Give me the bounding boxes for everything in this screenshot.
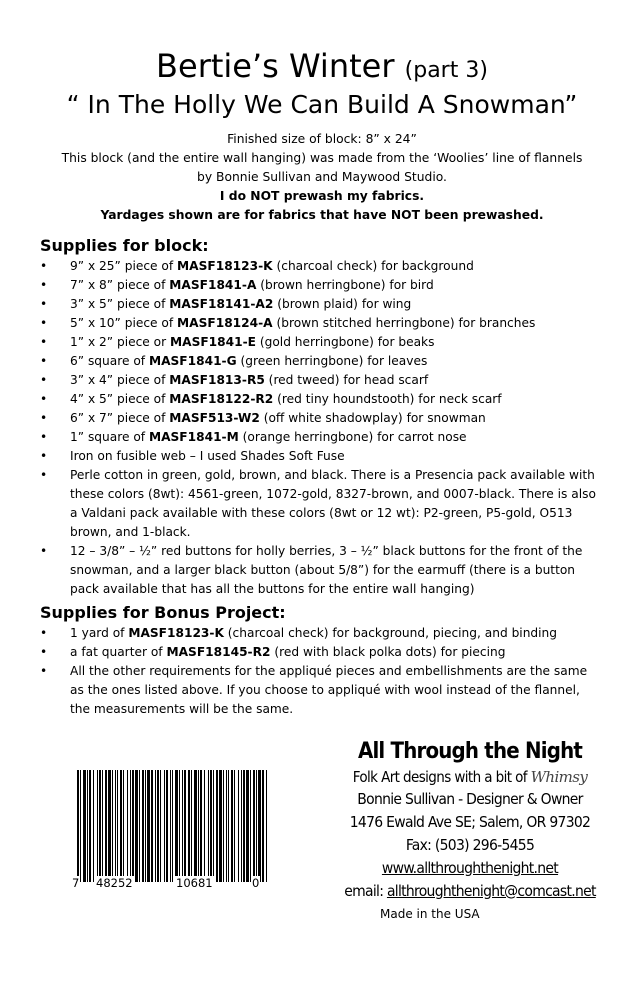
barcode-bar (157, 770, 159, 882)
barcode-bar (191, 770, 192, 882)
barcode-bar (127, 770, 128, 882)
barcode-bar (93, 770, 94, 882)
email-link[interactable]: allthroughthenight@comcast.net (386, 882, 596, 900)
barcode-digit-left: 7 (72, 876, 80, 890)
barcode-bar (117, 770, 118, 882)
list-item (40, 371, 600, 390)
list-item (40, 295, 600, 314)
barcode-bar (130, 770, 131, 882)
barcode-bar (228, 770, 229, 882)
website-link[interactable]: www.allthroughthenight.net (381, 859, 559, 877)
made-from-line-1: This block (and the entire wall hanging) was made from the ‘Woolies’ line of flannels (61, 151, 583, 165)
barcode-bar (238, 770, 239, 882)
bullet-icon: • (40, 278, 48, 292)
list-item (40, 447, 600, 466)
barcode-bar (200, 770, 202, 882)
barcode-bar (120, 770, 122, 882)
item-text: 12 – 3/8” – ½” red buttons for holly berries, 3 – ½” black buttons for the front of the snowman, and a larger black button (about 5/8”) for the earmuff (there is a button pack available that has all the buttons for the entire wall hanging) (70, 544, 583, 596)
barcode-bar (142, 770, 144, 882)
barcode-bar (226, 770, 227, 882)
item-description: (orange herringbone) for carrot nose (238, 430, 467, 444)
barcode-bar (213, 770, 214, 882)
item-text: All the other requirements for the appliqué pieces and embellishments are the same as the ones listed above. If you choose to appliqué with wool instead of the flannel, the measurements will be the same. (70, 664, 588, 716)
list-item (40, 409, 600, 428)
item-text: 4” x 5” piece of (70, 392, 170, 406)
barcode-bar (132, 770, 134, 882)
item-text: Iron on fusible web – I used Shades Soft Fuse (70, 449, 345, 463)
fabric-code: MASF18123-K (177, 259, 273, 273)
item-text: a fat quarter of (70, 645, 167, 659)
list-item (40, 428, 600, 447)
intro-block (20, 130, 624, 225)
fabric-code: MASF18123-K (128, 626, 224, 640)
barcode-bar (170, 770, 171, 882)
item-description: (red tiny houndstooth) for neck scarf (273, 392, 502, 406)
barcode-bar (160, 770, 161, 882)
barcode-bar (198, 770, 199, 882)
bullet-icon: • (40, 297, 48, 311)
company-name: All Through the Night (357, 739, 583, 764)
bullet-icon: • (40, 664, 48, 678)
barcode-bar (175, 770, 178, 882)
item-text: 3” x 4” piece of (70, 373, 170, 387)
barcode-bar (256, 770, 257, 882)
barcode-bar (179, 770, 180, 882)
barcode-bar (182, 770, 183, 882)
item-text: 1” x 2” piece or (70, 335, 171, 349)
barcode-digit-right: 0 (252, 876, 260, 890)
barcode-bars (77, 770, 267, 882)
barcode-bar (208, 770, 209, 882)
item-text: 3” x 5” piece of (70, 297, 170, 311)
barcode-bar (166, 770, 168, 882)
email-line (280, 880, 644, 903)
list-item (40, 276, 600, 295)
barcode-group-2: 10681 (176, 876, 213, 890)
fabric-code: MASF1841-E (170, 335, 256, 349)
list-item (40, 333, 600, 352)
bullet-icon: • (40, 392, 48, 406)
fabric-code: MASF1841-G (148, 354, 237, 368)
designer-line: Bonnie Sullivan - Designer & Owner (357, 790, 583, 808)
item-description: (brown plaid) for wing (273, 297, 412, 311)
barcode-bar (219, 770, 222, 882)
page-title (0, 46, 644, 91)
company-info (280, 738, 644, 903)
list-item (40, 314, 600, 333)
made-from-line-2: by Bonnie Sullivan and Maywood Studio. (197, 170, 447, 184)
email-label: email: (344, 882, 387, 900)
bullet-icon: • (40, 449, 48, 463)
item-text: 6” square of (70, 354, 149, 368)
barcode (72, 770, 267, 895)
bullet-icon: • (40, 544, 48, 558)
barcode-bar (87, 770, 88, 882)
item-description: (brown stitched herringbone) for branches (272, 316, 536, 330)
barcode-bar (172, 770, 173, 882)
barcode-bar (77, 770, 79, 882)
fabric-code: MASF1813-R5 (169, 373, 265, 387)
prewash-note: I do NOT prewash my fabrics. (219, 189, 425, 203)
item-description: (off white shadowplay) for snowman (259, 411, 486, 425)
title-text: Bertie’s Winter (156, 47, 395, 85)
barcode-bar (115, 770, 116, 882)
fabric-code: MASF1841-M (148, 430, 239, 444)
bullet-icon: • (40, 373, 48, 387)
company-tagline (280, 766, 644, 788)
bullet-icon: • (40, 645, 48, 659)
bullet-icon: • (40, 468, 48, 482)
barcode-bar (89, 770, 91, 882)
barcode-bar (147, 770, 150, 882)
title-part: (part 3) (404, 58, 488, 83)
barcode-bar (194, 770, 197, 882)
barcode-bar (210, 770, 212, 882)
fabric-code: MASF18122-R2 (169, 392, 274, 406)
fabric-code: MASF1841-A (169, 278, 257, 292)
list-item (40, 466, 600, 542)
barcode-bar (151, 770, 153, 882)
address-line: 1476 Ewald Ave SE; Salem, OR 97302 (349, 813, 591, 831)
barcode-bar (231, 770, 233, 882)
item-description: (green herringbone) for leaves (236, 354, 428, 368)
barcode-bar (258, 770, 261, 882)
barcode-bar (184, 770, 186, 882)
bullet-icon: • (40, 335, 48, 349)
item-text: 5” x 10” piece of (70, 316, 178, 330)
barcode-bar (155, 770, 156, 882)
barcode-bar (223, 770, 224, 882)
finished-size: Finished size of block: 8” x 24” (227, 132, 417, 146)
barcode-bar (188, 770, 190, 882)
fabric-code: MASF18124-A (177, 316, 273, 330)
barcode-bar (204, 770, 205, 882)
item-text: 7” x 8” piece of (70, 278, 170, 292)
barcode-bar (102, 770, 103, 882)
barcode-bar (108, 770, 111, 882)
item-text: 1” square of (70, 430, 149, 444)
bullet-icon: • (40, 259, 48, 273)
list-item (40, 542, 600, 599)
barcode-bar (234, 770, 235, 882)
barcode-bar (250, 770, 251, 882)
barcode-bar (246, 770, 249, 882)
barcode-bar (262, 770, 264, 882)
bullet-icon: • (40, 354, 48, 368)
bullet-icon: • (40, 430, 48, 444)
fabric-code: MASF18141-A2 (169, 297, 274, 311)
list-item (40, 390, 600, 409)
barcode-bar (139, 770, 140, 882)
barcode-bar (216, 770, 218, 882)
barcode-bar (241, 770, 242, 882)
fax-line: Fax: (503) 296-5455 (405, 836, 535, 854)
item-description: (red tweed) for head scarf (264, 373, 429, 387)
tagline-text: Folk Art designs with a bit of (352, 768, 527, 786)
barcode-bar (135, 770, 138, 882)
item-description: (charcoal check) for background, piecing, and binding (223, 626, 557, 640)
supplies-list (40, 257, 600, 599)
barcode-group-1: 48252 (96, 876, 133, 890)
bullet-icon: • (40, 316, 48, 330)
barcode-bar (243, 770, 245, 882)
page-subtitle: “ In The Holly We Can Build A Snowman” (66, 90, 578, 119)
supplies-heading: Supplies for block: (40, 236, 209, 255)
barcode-bar (123, 770, 124, 882)
item-description: (brown herringbone) for bird (256, 278, 434, 292)
barcode-bar (105, 770, 107, 882)
barcode-bar (97, 770, 98, 882)
barcode-bar (99, 770, 101, 882)
item-text: Perle cotton in green, gold, brown, and black. There is a Presencia pack available with these colors (8wt): 4561-green, 1072-gold, 8327-brown, and 0007-black. There is also a Valdani pack available with these colors (8wt or 12 wt): P2-green, P5-gold, O513 brown, and 1-black. (70, 468, 596, 539)
barcode-bar (112, 770, 113, 882)
item-description: (red with black polka dots) for piecing (270, 645, 506, 659)
item-text: 6” x 7” piece of (70, 411, 170, 425)
bonus-heading: Supplies for Bonus Project: (40, 603, 286, 622)
barcode-bar (266, 770, 267, 882)
fabric-code: MASF18145-R2 (166, 645, 271, 659)
bullet-icon: • (40, 411, 48, 425)
bonus-list (40, 624, 600, 719)
item-description: (gold herringbone) for beaks (255, 335, 435, 349)
bullet-icon: • (40, 626, 48, 640)
list-item (40, 662, 600, 719)
yardage-note: Yardages shown are for fabrics that have NOT been prewashed. (100, 208, 544, 222)
item-text: 1 yard of (70, 626, 129, 640)
item-description: (charcoal check) for background (272, 259, 474, 273)
tagline-accent: Whimsy (530, 768, 588, 786)
list-item (40, 352, 600, 371)
barcode-bar (83, 770, 86, 882)
barcode-bar (80, 770, 81, 882)
item-text: 9” x 25” piece of (70, 259, 178, 273)
list-item (40, 257, 600, 276)
barcode-bar (145, 770, 146, 882)
list-item (40, 643, 600, 662)
made-in-usa: Made in the USA (380, 907, 480, 921)
barcode-bar (253, 770, 255, 882)
barcode-bar (164, 770, 165, 882)
list-item (40, 624, 600, 643)
fabric-code: MASF513-W2 (169, 411, 260, 425)
